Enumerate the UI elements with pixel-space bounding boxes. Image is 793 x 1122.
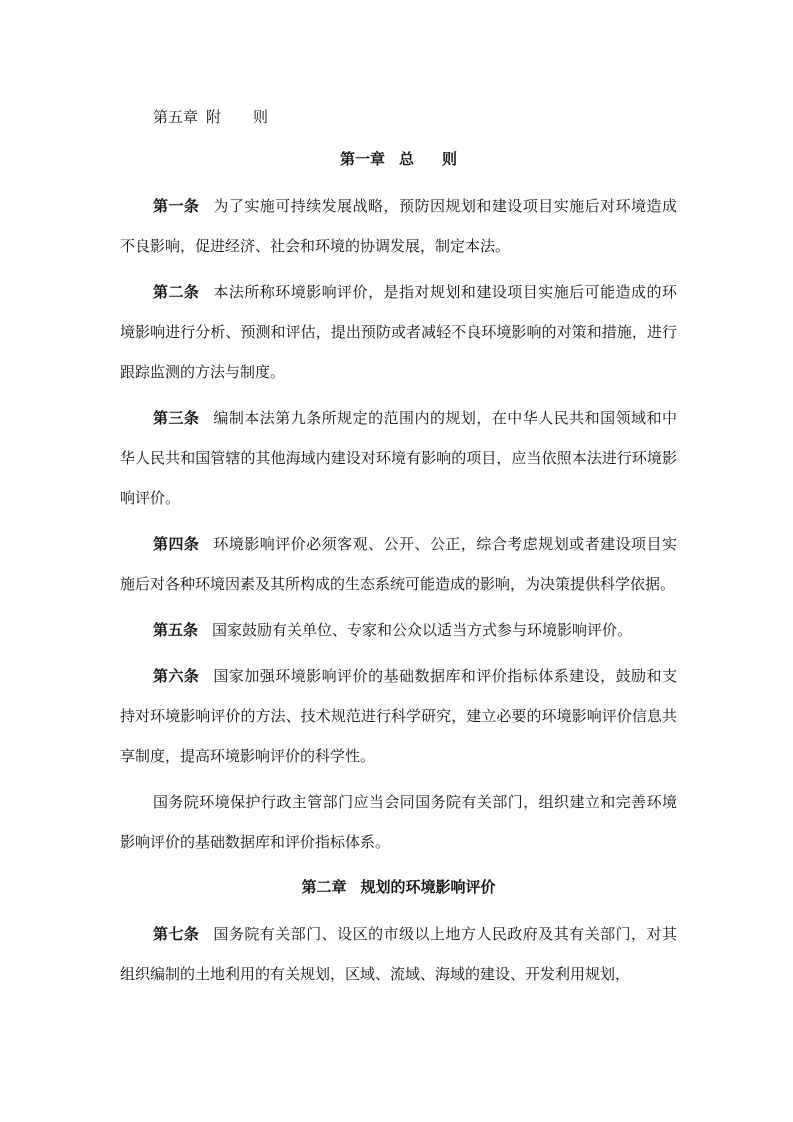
chapter-label: 第二章	[301, 878, 347, 896]
article-label: 第五条	[153, 621, 199, 639]
article-7	[120, 914, 677, 994]
article-label: 第三条	[153, 409, 200, 427]
toc-chapter-title-part-1: 附	[206, 108, 222, 126]
article-text: 国务院有关部门、设区的市级以上地方人民政府及其有关部门，对其组织编制的土地利用的有关规划，区域、流域、海域的建设、开发利用规划，	[120, 925, 677, 983]
document-page	[120, 100, 677, 1000]
article-text: 编制本法第九条所规定的范围内的规划，在中华人民共和国领域和中华人民共和国管辖的其他海域内建设对环境有影响的项目，应当依照本法进行环境影响评价。	[120, 409, 677, 507]
article-label: 第六条	[153, 667, 200, 685]
article-text: 本法所称环境影响评价，是指对规划和建设项目实施后可能造成的环境影响进行分析、预测和评估，提出预防或者减轻不良环境影响的对策和措施，进行跟踪监测的方法与制度。	[120, 283, 677, 381]
toc-chapter-label: 第五章	[153, 108, 199, 126]
toc-chapter-title-part-2: 则	[253, 108, 269, 126]
chapter-title: 规划的环境影响评价	[360, 878, 496, 896]
chapter-2-heading	[120, 870, 677, 904]
article-2	[120, 272, 677, 392]
article-text: 国家鼓励有关单位、专家和公众以适当方式参与环境影响评价。	[212, 621, 633, 639]
chapter-label: 第一章	[339, 150, 385, 168]
article-text: 为了实施可持续发展战略，预防因规划和建设项目实施后对环境造成不良影响，促进经济、社会和环境的协调发展，制定本法。	[120, 197, 677, 255]
article-text: 国家加强环境影响评价的基础数据库和评价指标体系建设，鼓励和支持对环境影响评价的方法、技术规范进行科学研究，建立必要的环境影响评价信息共享制度，提高环境影响评价的科学性。	[120, 667, 677, 765]
toc-entry-chapter-5	[120, 100, 677, 134]
article-label: 第四条	[153, 535, 200, 553]
article-label: 第二条	[153, 283, 200, 301]
article-label: 第七条	[153, 925, 200, 943]
article-text: 环境影响评价必须客观、公开、公正，综合考虑规划或者建设项目实施后对各种环境因素及其所构成的生态系统可能造成的影响，为决策提供科学依据。	[120, 535, 677, 593]
chapter-title-part-1: 总	[398, 150, 414, 168]
article-text: 国务院环境保护行政主管部门应当会同国务院有关部门，组织建立和完善环境影响评价的基础数据库和评价指标体系。	[120, 793, 677, 851]
article-5	[120, 610, 677, 650]
article-6	[120, 656, 677, 776]
article-6-paragraph-2	[120, 782, 677, 862]
article-3	[120, 398, 677, 518]
article-label: 第一条	[153, 197, 200, 215]
chapter-title-part-2: 则	[442, 150, 458, 168]
chapter-1-heading	[120, 142, 677, 176]
article-4	[120, 524, 677, 604]
article-1	[120, 186, 677, 266]
